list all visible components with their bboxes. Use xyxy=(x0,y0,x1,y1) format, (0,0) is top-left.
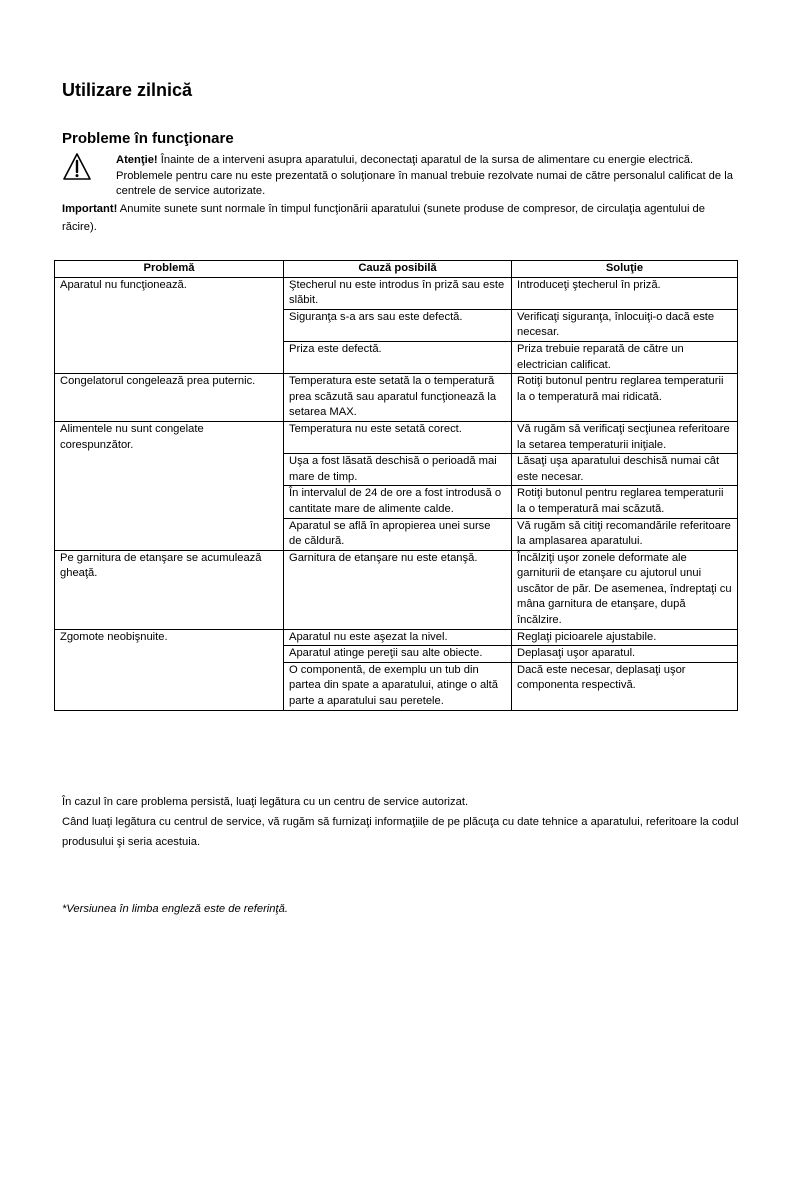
problem-cell xyxy=(55,662,284,710)
solution-cell: Rotiţi butonul pentru reglarea temperaturii la o temperatură mai scăzută. xyxy=(512,486,738,518)
warning-body: Înainte de a interveni asupra aparatului, deconectaţi aparatul de la sursa de alimentare cu energie electrică. Problemele pentru care nu este prezentată o soluţionare în manual trebuie rezolvate numai de către personalul calificat de la centrele de service autorizate. xyxy=(116,154,733,197)
solution-cell: Reglaţi picioarele ajustabile. xyxy=(512,629,738,646)
section-title: Probleme în funcţionare xyxy=(62,130,234,147)
solution-cell: Încălziţi uşor zonele deformate ale garniturii de etanşare cu ajutorul unui uscător de păr. De asemenea, îndreptaţi cu mâna garnitura de etanşare, după încălzire. xyxy=(512,550,738,629)
problem-cell xyxy=(55,341,284,373)
warning-text xyxy=(116,153,746,200)
problem-cell xyxy=(55,309,284,341)
important-note xyxy=(62,201,742,236)
solution-cell: Vă rugăm să citiţi recomandările referitoare la amplasarea aparatului. xyxy=(512,518,738,550)
important-label: Important! xyxy=(62,203,118,215)
cause-cell: Aparatul se află în apropierea unei surse de căldură. xyxy=(284,518,512,550)
table-row xyxy=(55,421,738,453)
cause-cell: Aparatul nu este aşezat la nivel. xyxy=(284,629,512,646)
table-row xyxy=(55,374,738,422)
cause-cell: Temperatura este setată la o temperatură prea scăzută sau aparatul funcţionează la setarea MAX. xyxy=(284,374,512,422)
cause-cell: Garnitura de etanşare nu este etanşă. xyxy=(284,550,512,629)
table-row xyxy=(55,646,738,663)
problem-cell: Alimentele nu sunt congelate corespunzător. xyxy=(55,421,284,453)
problem-cell xyxy=(55,518,284,550)
cause-cell: Siguranţa s-a ars sau este defectă. xyxy=(284,309,512,341)
table-row xyxy=(55,662,738,710)
header-solution: Soluţie xyxy=(512,261,738,278)
solution-cell: Verificaţi siguranţa, înlocuiţi-o dacă este necesar. xyxy=(512,309,738,341)
table-row xyxy=(55,518,738,550)
problem-cell xyxy=(55,486,284,518)
warning-label: Atenţie! xyxy=(116,154,158,166)
troubleshooting-table xyxy=(54,260,738,711)
cause-cell: Uşa a fost lăsată deschisă o perioadă mai mare de timp. xyxy=(284,454,512,486)
solution-cell: Priza trebuie reparată de către un electrician calificat. xyxy=(512,341,738,373)
footer-line-1: În cazul în care problema persistă, luaţi legătura cu un centru de service autorizat. xyxy=(62,796,469,808)
problem-cell: Aparatul nu funcţionează. xyxy=(55,277,284,309)
problem-cell xyxy=(55,646,284,663)
table-row xyxy=(55,277,738,309)
problem-cell: Pe garnitura de etanşare se acumulează gheaţă. xyxy=(55,550,284,629)
cause-cell: Aparatul atinge pereţii sau alte obiecte. xyxy=(284,646,512,663)
header-problem: Problemă xyxy=(55,261,284,278)
table-row xyxy=(55,454,738,486)
problem-cell: Zgomote neobişnuite. xyxy=(55,629,284,646)
solution-cell: Rotiţi butonul pentru reglarea temperaturii la o temperatură mai ridicată. xyxy=(512,374,738,422)
table-row xyxy=(55,550,738,629)
reference-note: *Versiunea în limba engleză este de referinţă. xyxy=(62,903,288,915)
solution-cell: Lăsaţi uşa aparatului deschisă numai cât este necesar. xyxy=(512,454,738,486)
solution-cell: Deplasaţi uşor aparatul. xyxy=(512,646,738,663)
footer-text xyxy=(62,792,752,852)
cause-cell: O componentă, de exemplu un tub din partea din spate a aparatului, atinge o altă parte a aparatului sau peretele. xyxy=(284,662,512,710)
cause-cell: Temperatura nu este setată corect. xyxy=(284,421,512,453)
solution-cell: Introduceţi ştecherul în priză. xyxy=(512,277,738,309)
solution-cell: Vă rugăm să verificaţi secţiunea referitoare la setarea temperaturii iniţiale. xyxy=(512,421,738,453)
problem-cell xyxy=(55,454,284,486)
cause-cell: Priza este defectă. xyxy=(284,341,512,373)
table-header-row xyxy=(55,261,738,278)
table-row xyxy=(55,629,738,646)
solution-cell: Dacă este necesar, deplasaţi uşor componenta respectivă. xyxy=(512,662,738,710)
footer-line-2: Când luaţi legătura cu centrul de service, vă rugăm să furnizaţi informaţiile de pe plăcuţa cu date tehnice a aparatului, referitoare la codul produsului şi seria acestuia. xyxy=(62,816,739,848)
header-cause: Cauză posibilă xyxy=(284,261,512,278)
problem-cell: Congelatorul congelează prea puternic. xyxy=(55,374,284,422)
warning-triangle-icon xyxy=(62,152,92,182)
cause-cell: În intervalul de 24 de ore a fost introdusă o cantitate mare de alimente calde. xyxy=(284,486,512,518)
cause-cell: Ştecherul nu este introdus în priză sau este slăbit. xyxy=(284,277,512,309)
important-body: Anumite sunete sunt normale în timpul funcţionării aparatului (sunete produse de compresor, de circulaţia agentului de răcire). xyxy=(62,203,705,233)
table-row xyxy=(55,486,738,518)
table-row xyxy=(55,341,738,373)
page-title: Utilizare zilnică xyxy=(62,80,193,100)
table-row xyxy=(55,309,738,341)
